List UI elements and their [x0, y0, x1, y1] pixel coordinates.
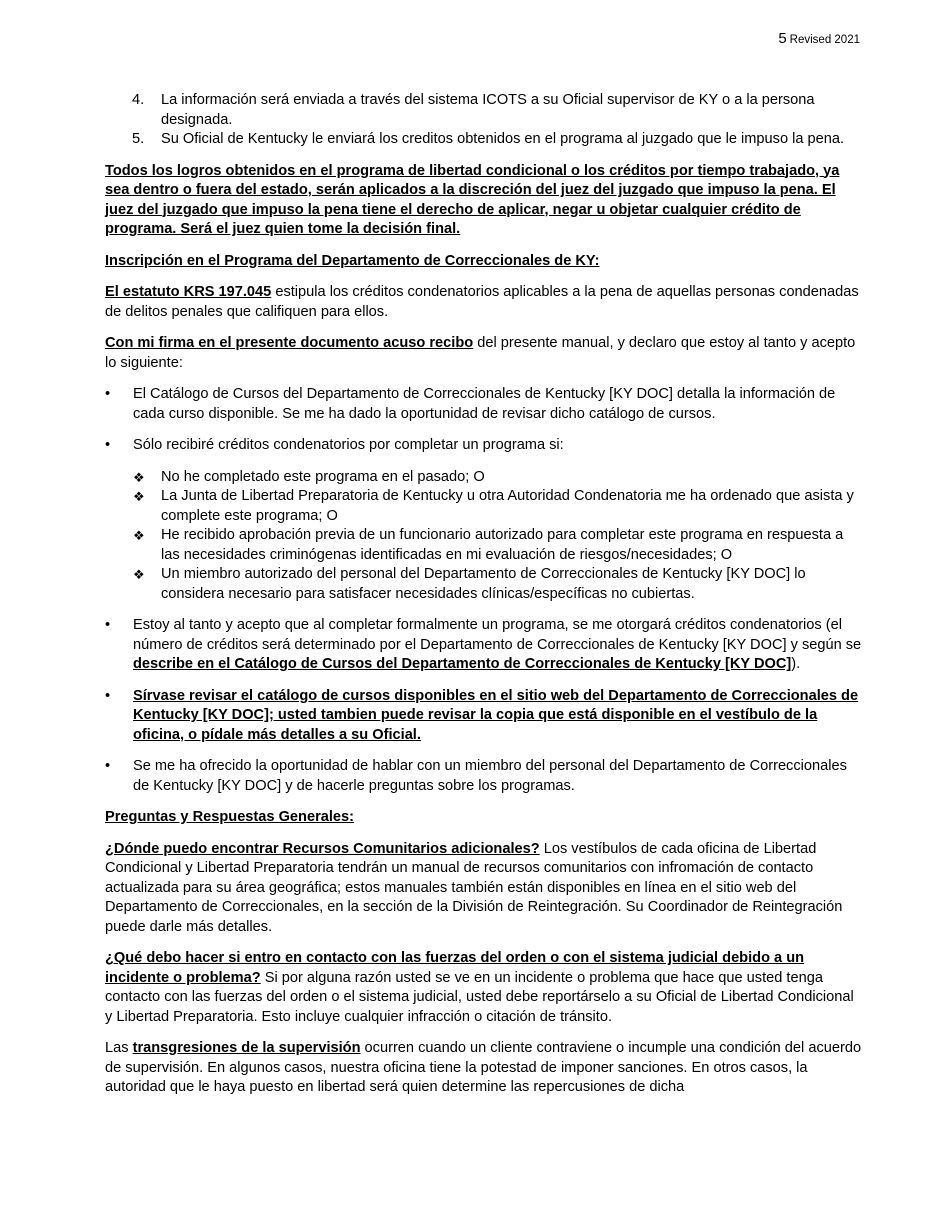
bullet-icon: • — [105, 386, 111, 402]
list-item: ❖ No he completado este programa en el pasado; O — [105, 468, 865, 488]
diamond-bullet-icon: ❖ — [133, 567, 145, 582]
faq-law-enforcement: ¿Qué debo hacer si entro en contacto con las fuerzas del orden o con el sistema judicial debido a un incidente o problema? Si por alguna razón usted se ve en un incidente o problema que hace que usted tenga contacto con las fuerzas del orden o el sistema judicial, usted debe reportárselo a su Oficial de Libertad Condicional y Libertad Preparatoria. Esto incluye cualquier infracción o citación de tránsito. — [105, 950, 854, 1025]
notice-paragraph: Todos los logros obtenidos en el programa de libertad condicional o los créditos por tiempo trabajado, ya sea dentro o fuera del estado, serán aplicados a la discreción del juez del juzgado que impuso la pena. El juez del juzgado que impuso la pena tiene el derecho de aplicar, negar u objetar cualquier crédito de programa. Será el juez quien tome la decisión final. — [105, 162, 840, 237]
diamond-bullet-icon: ❖ — [133, 528, 145, 543]
bullet-item: • Sírvase revisar el catálogo de cursos disponibles en el sitio web del Departamento de Correccionales de Kentucky [KY DOC]; usted tambien puede revisar la copia que está disponible en el vestíbulo de la oficina, o pídale más detalles a su Oficial. — [105, 687, 859, 743]
list-item: ❖ Un miembro autorizado del personal del Departamento de Correccionales de Kentucky [KY DOC] lo considera necesario para satisfacer necesidades clínicas/específicas no cubiertas. — [133, 566, 806, 602]
enrollment-heading: Inscripción en el Programa del Departamento de Correccionales de KY: — [105, 252, 600, 269]
violations-paragraph: Las transgresiones de la supervisión ocurren cuando un cliente contraviene o incumple una condición del acuerdo de supervisión. En algunos casos, nuestra oficina tiene la potestad de imponer sanciones. En otros casos, la autoridad que le haya puesto en libertad será quien determine las repercusiones de dicha — [105, 1040, 862, 1095]
page-number-value: 5 — [778, 30, 787, 47]
page-number — [778, 30, 860, 49]
diamond-bullet-icon: ❖ — [133, 469, 145, 485]
list-item: ❖ La Junta de Libertad Preparatoria de Kentucky u otra Autoridad Condenatoria me ha ordenado que asista y complete este programa; O — [133, 488, 854, 524]
bullet-item: • Estoy al tanto y acepto que al completar formalmente un programa, se me otorgará créditos condenatorios (el número de créditos será determinado por el Departamento de Correccionales de Kentucky [KY DOC] y según se describe en el Catálogo de Cursos del Departamento de Correccionales de Kentucky [KY DOC]). — [105, 617, 862, 672]
faq-heading: Preguntas y Respuestas Generales: — [105, 809, 355, 825]
revision-label: Revised 2021 — [789, 34, 860, 46]
bullet-item: • Sólo recibiré créditos condenatorios por completar un programa si: — [105, 436, 865, 456]
document-body — [105, 91, 865, 1110]
list-item: ❖ He recibido aprobación previa de un funcionario autorizado para completar este programa en respuesta a las necesidades criminógenas identificadas en mi evaluación de riesgos/necesidades; O — [133, 527, 844, 563]
faq-resources: ¿Dónde puedo encontrar Recursos Comunitarios adicionales? Los vestíbulos de cada oficina de Libertad Condicional y Libertad Preparatoria tendrán un manual de recursos comunitarios con infromación de contacto actualizada para su área geográfica; estos manuales también están disponibles en línea en el sitio web del Departamento de Correccionales, en la sección de la División de Reintegración. Su Coordinador de Reintegración puede darle más detalles. — [105, 840, 843, 935]
conditions-list — [105, 468, 865, 605]
numbered-list — [105, 91, 865, 150]
bullet-item: • Se me ha ofrecido la oportunidad de hablar con un miembro del personal del Departamento de Correccionales de Kentucky [KY DOC] y de hacerle preguntas sobre los programas. — [105, 758, 847, 794]
list-item: 5. Su Oficial de Kentucky le enviará los creditos obtenidos en el programa al juzgado que le impuso la pena. — [132, 131, 845, 147]
signature-paragraph: Con mi firma en el presente documento acuso recibo del presente manual, y declaro que estoy al tanto y acepto lo siguiente: — [105, 335, 856, 371]
list-item: 4. La información será enviada a través del sistema ICOTS a su Oficial supervisor de KY o a la persona designada. — [132, 92, 815, 128]
bullet-item: • El Catálogo de Cursos del Departamento de Correccionales de Kentucky [KY DOC] detalla la información de cada curso disponible. Se me ha dado la oportunidad de revisar dicho catálogo de cursos. — [105, 386, 836, 422]
diamond-bullet-icon: ❖ — [133, 489, 145, 504]
bullet-icon: • — [105, 758, 111, 774]
statute-paragraph: El estatuto KRS 197.045 estipula los créditos condenatorios aplicables a la pena de aquellas personas condenadas de delitos penales que califiquen para ellos. — [105, 284, 859, 320]
bullet-icon: • — [105, 617, 111, 633]
bullet-icon: • — [105, 687, 111, 704]
bullet-icon: • — [105, 437, 111, 453]
